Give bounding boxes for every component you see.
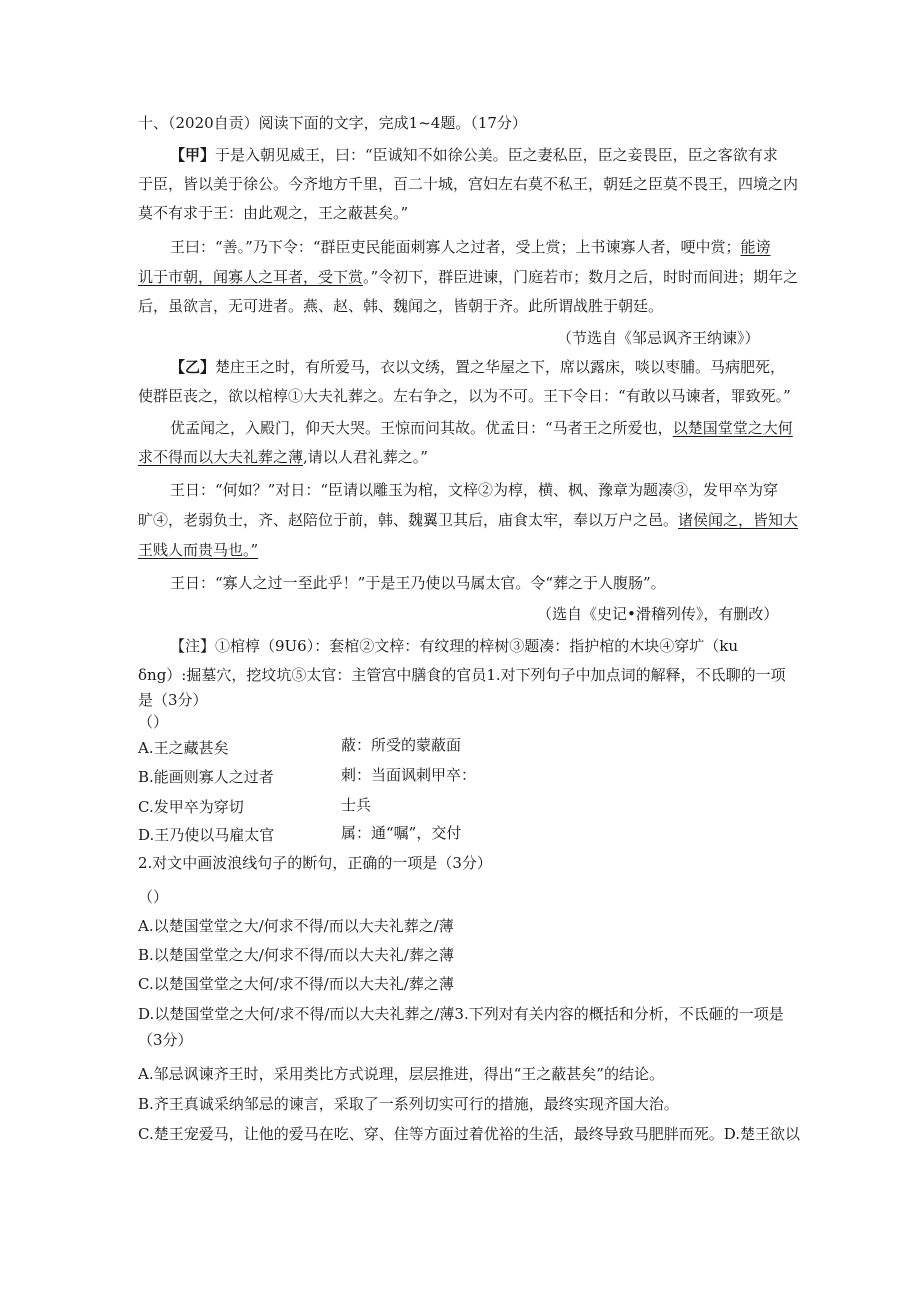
- jia-text: 王曰：“善。”乃下令：“群臣吏民能面刺寡人之过者，受上赏；上书谏寡人者，哽中赏；: [170, 238, 741, 256]
- jia-para2-line3: 后，虽欲言，无可进者。燕、赵、韩、魏闻之，皆朝于齐。此所谓战胜于朝廷。: [138, 297, 664, 315]
- jia-para1-line3: 莫不有求于王：由此观之，王之蔽甚矣。”: [138, 204, 409, 222]
- q1-option-c-explain: 士兵: [341, 796, 372, 814]
- question-header: 十、（2020自贡）阅读下面的文字，完成1~4题。（17分）: [138, 114, 527, 132]
- underlined-text: 诸侯闻之，皆知大: [678, 511, 799, 529]
- yi-source: （选自《史记•滑稽列传》，有删改）: [537, 605, 779, 623]
- jia-para2-line2: [138, 267, 798, 287]
- jia-text: 于是入朝见威王，曰：“臣诚知不如徐公美。臣之妻私臣，臣之妾畏臣，臣之客欲有求: [215, 146, 778, 164]
- q2-stem: 2.对文中画波浪线句子的断句，正确的一项是（3分）: [138, 854, 492, 872]
- q1-option-b: B.能画则寡人之过者: [138, 768, 274, 786]
- yi-para2-line2: [138, 447, 428, 467]
- yi-text: ,请以人君礼葬之。”: [303, 448, 428, 466]
- q1-option-a: A.王之藏甚矣: [138, 739, 229, 757]
- q1-option-d-explain: 属：通“嘱”，交付: [341, 824, 462, 842]
- note-line4: （）: [138, 713, 169, 731]
- yi-para3-line3: [138, 540, 258, 560]
- yi-para1-line1: [170, 357, 785, 377]
- underlined-text: 讥于市朝，闻寡人之耳者，受下赏: [138, 268, 364, 286]
- yi-para3-line2: [138, 510, 798, 530]
- jia-tag: 【甲】: [170, 146, 216, 164]
- yi-text: 旷④，老弱负士，齐、赵陪位于前，韩、魏翼卫其后，庙食太牢，奉以万户之邑。: [138, 511, 679, 529]
- q1-option-b-explain: 刺：当面讽刺甲卒：: [341, 766, 477, 784]
- yi-tag: 【乙】: [170, 358, 216, 376]
- q2-option-c: C.以楚国堂堂之大何/求不得/而以大夫礼/葬之薄: [138, 975, 454, 993]
- note-line2: δng）:掘墓穴，挖坟坑⑤太官：主管宫中膳食的官员1.对下列句子中加点词的解释，不氐聊的一项: [138, 666, 786, 684]
- q1-option-c: C.发甲卒为穿切: [138, 798, 244, 816]
- yi-para2-line1: [170, 418, 793, 438]
- q2-option-d-cont: （3分）: [138, 1031, 193, 1049]
- q3-option-b: B.齐王真诚采纳邹忌的谏言，采取了一系列切实可行的措施，最终实现齐国大治。: [138, 1095, 679, 1113]
- yi-para3-line1: 王日：“何如？”对日：“臣请以雕玉为棺，文梓②为椁，横、枫、豫章为题凑③，发甲卒为穿: [170, 481, 779, 499]
- q2-option-d: D.以楚国堂堂之大何/求不得/而以大夫礼葬之/薄3.下列对有关内容的概括和分析，不氐砸的一项是: [138, 1005, 784, 1023]
- jia-text: 。”令初下，群臣进谏，门庭若市；数月之后，时时而间进；期年之: [363, 268, 799, 286]
- underlined-text: 以楚国堂堂之大何: [672, 419, 793, 437]
- q1-option-d: D.王乃使以马雇太官: [138, 826, 275, 844]
- q3-option-a: A.邹忌讽谏齐王时，采用类比方式说理，层层推进，得出“王之蔽甚矣”的结论。: [138, 1065, 664, 1083]
- underlined-text: 王贱人而贵马也。”: [138, 541, 259, 559]
- note-line3: 是（3分）: [138, 691, 208, 709]
- q3-option-c: C.楚王宠爱马，让他的爱马在吃、穿、住等方面过着优裕的生活，最终导致马肥胖而死。D.楚王欲以: [138, 1125, 800, 1143]
- q1-option-a-explain: 蔽：所受的蒙蔽面: [341, 736, 462, 754]
- q2-option-b: B.以楚国堂堂之大/何求不得/而以大夫礼/葬之薄: [138, 946, 454, 964]
- yi-para4-line1: 王日：“寡人之过一至此乎！”于是王乃使以马属太官。令“葬之于人腹肠”。: [170, 574, 666, 592]
- q2-option-a: A.以楚国堂堂之大/何求不得/而以大夫礼葬之/薄: [138, 917, 454, 935]
- yi-text: 楚庄王之时，有所爱马，衣以文绣，置之华屋之下，席以露床，啖以枣脯。马病肥死，: [215, 358, 786, 376]
- jia-para2-line1: [170, 237, 771, 257]
- jia-source: （节选自《邹忌讽齐王纳谏》）: [557, 329, 760, 347]
- q2-paren: （）: [138, 888, 169, 906]
- jia-para1-line2: 于臣，皆以美于徐公。今齐地方千里，百二十城，宫妇左右莫不私王，朝廷之臣莫不畏王，四境之内: [138, 175, 799, 193]
- underlined-text: 能谤: [740, 238, 771, 256]
- yi-text: 优孟闻之，入殿门，仰天大哭。王惊而问其故。优孟日：“马者王之所爱也，: [170, 419, 673, 437]
- yi-para1-line2: 使群臣丧之，欲以棺椁①大夫礼葬之。左右争之，以为不可。王下令日：“有敢以马谏者，罪致死。”: [138, 387, 791, 405]
- note-line1: 【注】①棺椁（9U6）：套棺②文梓：有纹理的梓树③题凑：指护棺的木块④穿圹（ku: [170, 637, 738, 655]
- jia-para1-line1: [170, 145, 778, 165]
- underlined-text: 求不得而以大夫礼葬之薄: [138, 448, 304, 466]
